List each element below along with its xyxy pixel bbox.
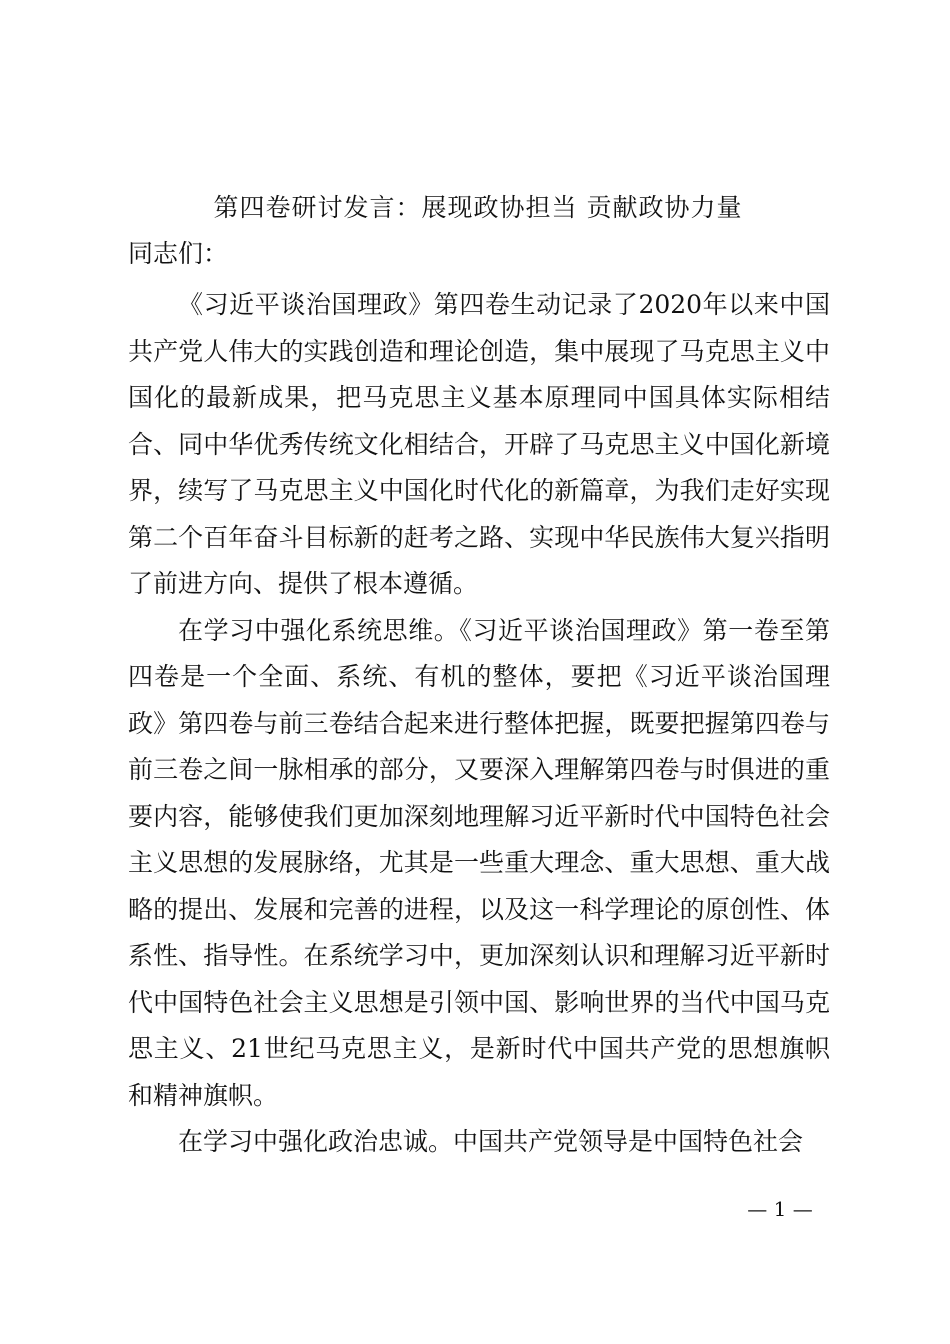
document-body [128,282,830,1166]
paragraph-systematic-thinking: 在学习中强化系统思维。《习近平谈治国理政》第一卷至第四卷是一个全面、系统、有机的整体，要把《习近平谈治国理政》第四卷与前三卷结合起来进行整体把握，既要把握第四卷与前三卷之间一脉相承的部分，又要深入理解第四卷与时俱进的重要内容，能够使我们更加深刻地理解习近平新时代中国特色社会主义思想的发展脉络，尤其是一些重大理念、重大思想、重大战略的提出、发展和完善的进程，以及这一科学理论的原创性、体系性、指导性。在系统学习中，更加深刻认识和理解习近平新时代中国特色社会主义思想是引领中国、影响世界的当代中国马克思主义、21世纪马克思主义，是新时代中国共产党的思想旗帜和精神旗帜。 [128,615,830,1110]
salutation: 同志们： [128,239,229,268]
document-title: 第四卷研讨发言：展现政协担当 贡献政协力量 [213,193,743,222]
paragraph-intro: 《习近平谈治国理政》第四卷生动记录了2020年以来中国共产党人伟大的实践创造和理论创造，集中展现了马克思主义中国化的最新成果，把马克思主义基本原理同中国具体实际相结合、同中华优秀传统文化相结合，开辟了马克思主义中国化新境界，续写了马克思主义中国化时代化的新篇章，为我们走好实现第二个百年奋斗目标新的赶考之路、实现中华民族伟大复兴指明了前进方向、提供了根本遵循。 [128,290,830,598]
paragraph-political-loyalty: 在学习中强化政治忠诚。中国共产党领导是中国特色社会 [178,1127,804,1156]
page-number: — 1 — [747,1197,813,1221]
